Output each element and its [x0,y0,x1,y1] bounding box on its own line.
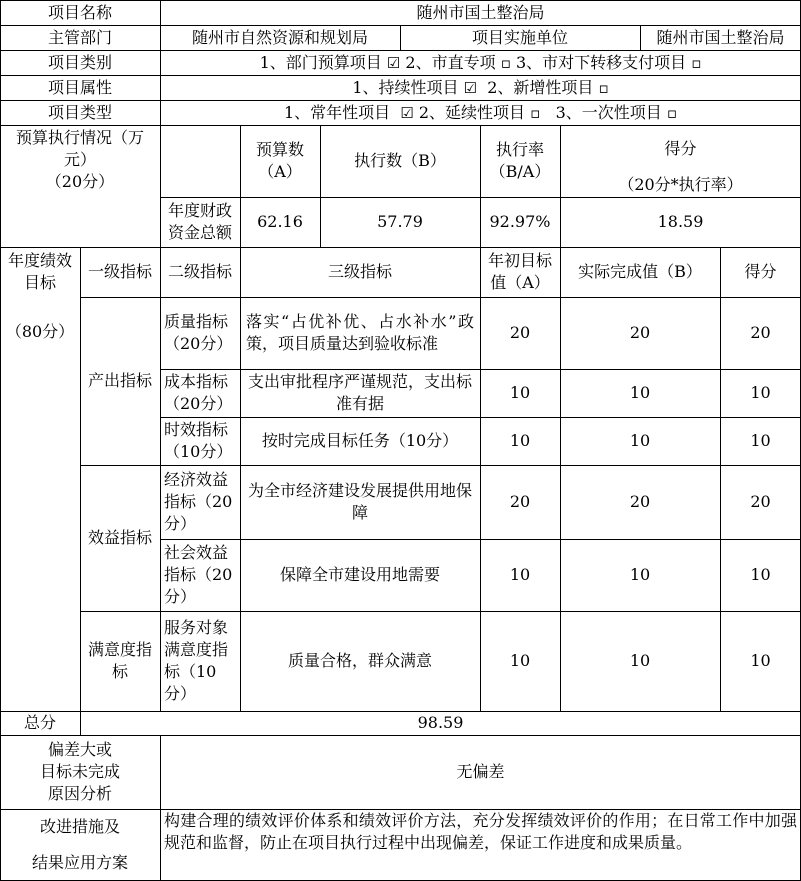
project-name-value: 随州市国土整治局 [416,2,545,22]
attr-opt-new: 2、新增性项目 [487,77,594,97]
type-opt-onetime: 3、一次性项目 [555,102,662,122]
type-options [160,100,801,125]
perf-goal-label: 年度绩效 目标 [7,251,72,292]
unchecked-box-icon: ▫ [530,103,541,122]
category-opt-city: 2、市直专项 [405,52,496,72]
indicator-actual: 10 [629,651,651,670]
indicator-actual: 10 [629,565,651,584]
score-formula: （20分*执行率） [618,175,743,194]
indicator-level3: 为全市经济建设发展提供用地保障 [248,481,473,522]
col-level3: 三级指标 [327,262,392,281]
indicator-level2: 时效指标（10分） [164,420,233,461]
col-level2: 二级指标 [167,262,232,281]
col-target: 年初目标 值（A） [487,251,552,292]
level1-output: 产出指标 [87,371,152,390]
indicator-target: 20 [509,492,531,511]
score-col-header: 得分 [664,139,697,158]
rate-col-header: 执行率 （B/A） [489,140,551,181]
attr-label: 项目属性 [47,77,112,97]
col-score: 得分 [744,262,777,281]
indicator-target: 10 [509,651,531,670]
perf-points: （80分） [5,322,75,341]
indicator-level3: 保障全市建设用地需要 [279,565,440,584]
level1-benefit: 效益指标 [87,528,152,547]
attr-opt-continuing: 1、持续性项目 [352,77,459,97]
dept-value: 随州市自然资源和规划局 [191,27,368,47]
improve-value: 构建合理的绩效评价体系和绩效评价方法，充分发挥绩效评价的作用；在日常工作中加强规范和监督，防止在项目执行过程中出现偏差，保证工作进度和成果质量。 [164,811,797,852]
budget-section-label: 预算执行情况（万 元） （20分） [15,128,144,191]
indicator-score: 10 [750,383,771,402]
indicator-actual: 10 [629,383,651,402]
impl-unit-label: 项目实施单位 [471,27,568,47]
indicator-actual: 10 [629,431,651,450]
indicator-level3: 按时完成目标任务（10分） [261,431,459,450]
col-level1: 一级指标 [87,262,152,281]
category-label: 项目类别 [47,52,112,72]
indicator-level2: 经济效益指标（20分） [164,470,233,533]
unchecked-box-icon: ▫ [500,53,511,72]
improve-label: 改进措施及 结果应用方案 [31,817,128,872]
indicator-target: 10 [509,565,531,584]
checked-box-icon: ☑ [386,53,401,72]
category-options [160,50,801,75]
impl-unit-value: 随州市国土整治局 [656,27,785,47]
budget-score-value: 18.59 [657,212,704,231]
total-label: 总分 [23,713,56,732]
deviation-value: 无偏差 [456,762,505,781]
indicator-level2: 社会效益指标（20分） [164,543,233,606]
indicator-actual: 20 [629,492,651,511]
unchecked-box-icon: ▫ [691,53,702,72]
indicator-score: 20 [750,323,771,342]
unchecked-box-icon: ▫ [598,78,609,97]
category-opt-transfer: 3、市对下转移支付项目 [515,52,687,72]
unchecked-box-icon: ▫ [666,103,678,122]
indicator-score: 10 [750,565,771,584]
indicator-level2: 质量指标（20分） [164,312,233,353]
indicator-score: 10 [750,431,771,450]
indicator-level3: 支出审批程序严谨规范，支出标准有据 [248,372,473,413]
indicator-score: 20 [750,492,771,511]
indicator-level3: 质量合格，群众满意 [287,651,432,670]
fund-total-label: 年度财政 资金总额 [167,201,232,242]
total-value: 98.59 [417,713,464,732]
budget-col-header: 预算数 （A） [255,140,304,181]
category-opt-dept: 1、部门预算项目 [259,52,382,72]
indicator-actual: 20 [629,323,651,342]
checked-box-icon: ☑ [400,103,414,122]
type-label: 项目类型 [47,102,112,122]
budget-value: 62.16 [257,212,303,231]
indicator-target: 10 [509,431,531,450]
type-opt-annual: 1、常年性项目 [283,102,391,122]
indicator-level2: 成本指标（20分） [164,372,233,413]
deviation-label: 偏差大或 目标未完成 原因分析 [39,740,120,803]
indicator-level3: 落实“占优补优、占水补水”政策，项目质量达到验收标准 [246,312,474,353]
rate-value: 92.97% [489,212,551,231]
checked-box-icon: ☑ [463,78,478,97]
attr-options [160,75,801,100]
indicator-target: 10 [509,383,531,402]
dept-label: 主管部门 [47,27,112,47]
indicator-level2: 服务对象满意度指标（10分） [164,618,229,703]
indicator-score: 10 [750,651,771,670]
indicator-target: 20 [509,323,531,342]
level1-satisfaction: 满意度指 标 [87,640,152,681]
col-actual: 实际完成值（B） [578,262,702,281]
exec-value: 57.79 [377,212,423,231]
type-opt-extended: 2、延续性项目 [418,102,526,122]
project-name-label: 项目名称 [47,2,112,22]
exec-col-header: 执行数（B） [354,151,446,170]
